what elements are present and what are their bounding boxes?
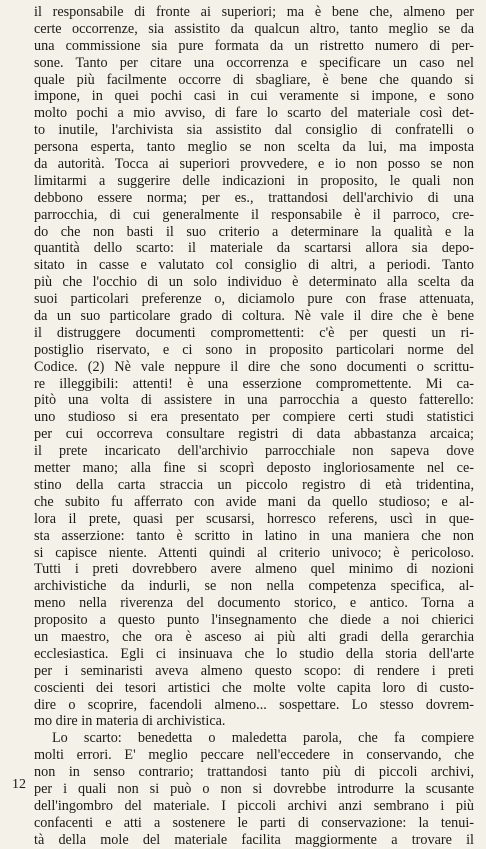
text-line: da un suo particolare grado di coltura. Nè vale il dire che è bene: [34, 308, 474, 325]
text-line: quale più facilmente occorre di sbagliare, è bene che quando si: [34, 71, 474, 88]
text-line: coscienti dei tesori artistici che molte volte capita loro di custo-: [34, 679, 474, 696]
text-line: un maestro, che ora è asceso ai più alti gradi della gerarchia: [34, 628, 474, 645]
text-line: uno studioso si era presentato per compiere certi studi statistici: [34, 409, 474, 426]
text-line: Codice. (2) Nè vale neppure il dire che sono documenti o scrittu-: [34, 358, 474, 375]
page-number: 12: [12, 777, 26, 792]
text-line: dell'ingombro del materiale. I piccoli archivi anzi sembrano i più: [34, 797, 474, 814]
text-line: dire o scoprire, facendoli almeno... sospettare. Lo stesso dovrem-: [34, 696, 474, 713]
text-line: re illeggibili: attenti! è una esserzione compromettente. Mi ca-: [34, 375, 474, 392]
text-line: molto pochi a mio avviso, di fare lo scarto del materiale così det-: [34, 105, 474, 122]
text-line: il prete incaricato dell'archivio parrocchiale non sapeva dove: [34, 443, 474, 460]
text-line: si capisce niente. Attenti quindi al criterio univoco; è pericoloso.: [34, 544, 474, 561]
text-line: persona esperta, tanto meglio se non scelta da lui, ma imposta: [34, 139, 474, 156]
text-line: non in senso contrario; trattandosi tanto più di piccoli archivi,: [34, 764, 474, 781]
text-line: pitò una volta di assistere in una parrocchia a questo fatterello:: [34, 392, 474, 409]
text-line: debbono essere norma; per es., trattandosi dell'archivio di una: [34, 189, 474, 206]
text-line: lora il prete, quasi per scusarsi, horresco referens, uscì in que-: [34, 510, 474, 527]
text-line: una commissione sia pure formata da un ristretto numero di per-: [34, 37, 474, 54]
text-line: tà della mole del materiale facilita maggiormente a trovare il: [34, 831, 474, 848]
text-line: stino della carta straccia un piccolo registro di età tridentina,: [34, 476, 474, 493]
text-line: Lo scarto: benedetta o maledetta parola, che fa compiere: [52, 730, 474, 747]
paragraph: [34, 4, 474, 730]
text-line: sta asserzione: tanto è scritto in latino in una maniera che non: [34, 527, 474, 544]
text-line: proposito a questo punto l'insegnamento che diede a noi chierici: [34, 612, 474, 629]
paragraph: [34, 730, 474, 848]
text-line: parrocchia, di cui generalmente il responsabile è il parroco, cre-: [34, 206, 474, 223]
text-line: che subito fu afferrato con avide mani da quello studioso; e al-: [34, 493, 474, 510]
text-line: metter mano; alla fine si scoprì deposto ingloriosamente nel ce-: [34, 460, 474, 477]
text-line: meno nella riverenza del documento storico, e antico. Torna a: [34, 595, 474, 612]
text-line: mo dire in materia di archivistica.: [34, 713, 226, 730]
text-line: do che non basti il suo criterio a determinare la qualità e la: [34, 223, 474, 240]
text-line: certe occorrenze, sia assistito da qualcun altro, tanto meglio se da: [34, 20, 474, 37]
text-line: limitarmi a suggerire delle indicazioni in proposito, le quali non: [34, 172, 474, 189]
text-line: sitato in casse e valutato col consiglio di altri, a periodi. Tanto: [34, 257, 474, 274]
text-line: archivistiche da indurli, se non nella competenza specifica, al-: [34, 578, 474, 595]
text-line: quantità dello scarto: il materiale da scartarsi allora sia depo-: [34, 240, 474, 257]
text-line: il responsabile di fronte ai superiori; ma è bene che, almeno per: [34, 4, 474, 20]
text-line: confacenti e atti a sostenere le parti di conservazione: la tenui-: [34, 814, 474, 831]
body-text: [34, 4, 474, 849]
text-line: da autorità. Tocca ai superiori provvedere, e io non posso se non: [34, 156, 474, 173]
text-line: impone, in quei pochi casi in cui veramente si impone, e sono: [34, 88, 474, 105]
text-line: per cui occorreva consultare registri di data abbastanza arcaica;: [34, 426, 474, 443]
text-line: suoi particolari preferenze o, diciamolo pure con frase attenuata,: [34, 291, 474, 308]
text-line: per i quali non si può o non si dovrebbe introdurre la scusante: [34, 780, 474, 797]
text-line: sone. Tanto per citare una occorrenza e specificare un caso nel: [34, 54, 474, 71]
text-line: Tutti i preti dovrebbero avere almeno quel minimo di nozioni: [34, 561, 474, 578]
text-line: per i seminaristi aveva almeno questo scopo: di rendere i preti: [34, 662, 474, 679]
text-line: postiglio riservato, e ci sono in proposito particolari norme del: [34, 341, 474, 358]
text-line: il distruggere documenti compromettenti: c'è per questi un ri-: [34, 324, 474, 341]
text-line: to inutile, l'archivista sia assistito dal consiglio di confratelli o: [34, 122, 474, 139]
text-line: più che l'occhio di un solo individuo è determinato alla scelta da: [34, 274, 474, 291]
text-line: molti errori. E' meglio peccare nell'eccedere in conservando, che: [34, 747, 474, 764]
text-line: ecclesiastica. Egli ci insinuava che lo studio della storia dell'arte: [34, 645, 474, 662]
